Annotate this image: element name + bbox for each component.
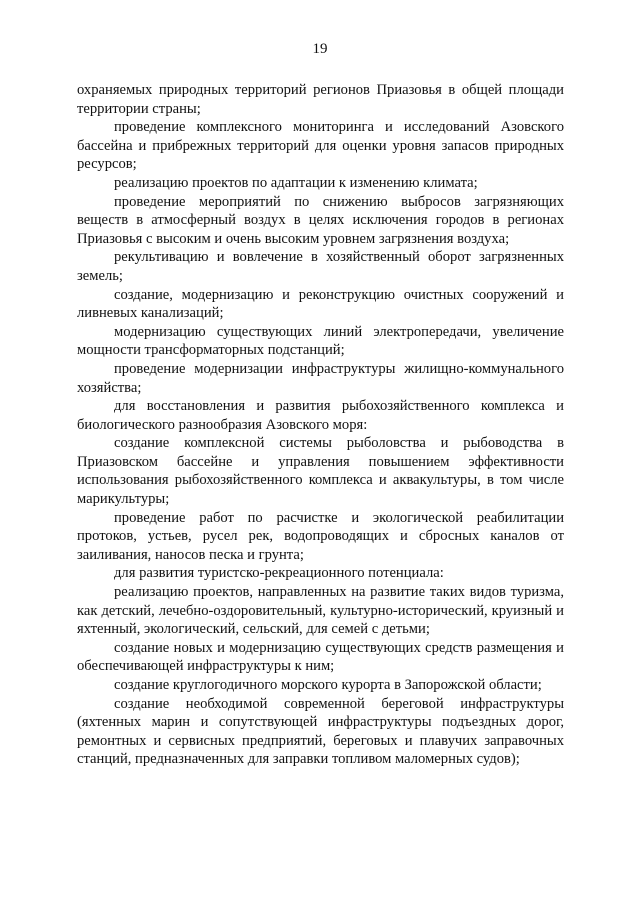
paragraph-accommodation: создание новых и модернизацию существующих средств размещения и обеспечивающей инфраструктуры к ним;	[77, 639, 564, 675]
paragraph-fishing-system: создание комплексной системы рыболовства и рыбоводства в Приазовском бассейне и управления повышением эффективности использования рыбохозяйственного комплекса и аквакультуры, в том числе марикультуры;	[77, 435, 564, 508]
paragraph-river-clearing: проведение работ по расчистке и экологической реабилитации протоков, устьев, русел рек, водопроводящих и сбросных каналов от заиливания, наносов песка и грунта;	[77, 509, 564, 563]
paragraph-fisheries-heading: для восстановления и развития рыбохозяйственного комплекса и биологического разнообразия Азовского моря:	[77, 398, 564, 433]
paragraph-tourism-heading: для развития туристско-рекреационного потенциала:	[114, 565, 444, 582]
paragraph-monitoring: проведение комплексного мониторинга и исследований Азовского бассейна и прибрежных территорий для оценки уровня запасов природных ресурсов;	[77, 119, 564, 173]
paragraph-coastal-infrastructure: создание необходимой современной береговой инфраструктуры (яхтенных марин и сопутствующей инфраструктуры подъездных дорог, ремонтных и сервисных предприятий, береговых и плавучих заправочных станций, предназначенных для заправки топливом маломерных судов);	[77, 695, 564, 768]
paragraph-protected-territories: охраняемых природных территорий регионов Приазовья в общей площади территории страны;	[77, 82, 564, 117]
paragraph-housing-utilities: проведение модернизации инфраструктуры жилищно-коммунального хозяйства;	[77, 360, 564, 396]
paragraph-land-recultivation: рекультивацию и вовлечение в хозяйственный оборот загрязненных земель;	[77, 249, 564, 284]
paragraph-tourism-projects: реализацию проектов, направленных на развитие таких видов туризма, как детский, лечебно-оздоровительный, культурно-исторический, круизный и яхтенный, экологический, сельский, для семей с детьми;	[77, 584, 564, 638]
document-body	[77, 81, 564, 769]
paragraph-emissions-reduction: проведение мероприятий по снижению выбросов загрязняющих веществ в атмосферный воздух в целях исключения городов в регионах Приазовья с высоким и очень высоким уровнем загрязнения воздуха;	[77, 193, 564, 247]
page-number: 19	[312, 41, 328, 57]
paragraph-sea-resort: создание круглогодичного морского курорта в Запорожской области;	[114, 677, 542, 693]
paragraph-climate-adaptation: реализацию проектов по адаптации к изменению климата;	[114, 174, 478, 191]
paragraph-power-lines: модернизацию существующих линий электропередачи, увеличение мощности трансформаторных подстанций;	[77, 323, 564, 359]
paragraph-treatment-facilities: создание, модернизацию и реконструкцию очистных сооружений и ливневых канализаций;	[77, 286, 564, 322]
